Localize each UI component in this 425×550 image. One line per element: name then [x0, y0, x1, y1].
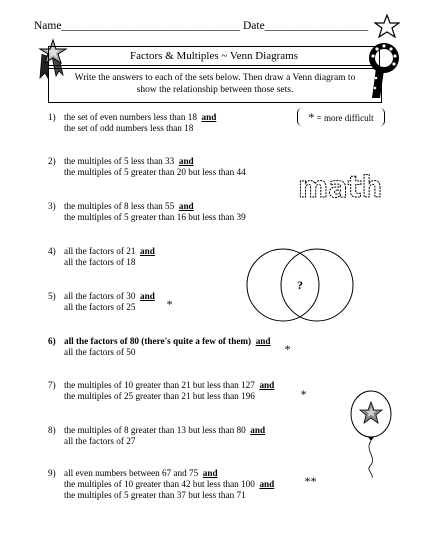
question-4 [48, 246, 228, 270]
and-connector: and [178, 156, 194, 166]
set-a-text: all the factors of 80 (there's quite a few of them) [64, 336, 252, 346]
name-blank: _______________________________ [61, 20, 240, 32]
set-b-text: the multiples of 5 greater than 20 but less than 44 [64, 167, 246, 177]
question-number: 6) [48, 336, 56, 346]
venn-diagram [240, 245, 360, 325]
name-field[interactable] [34, 20, 240, 32]
difficulty-star: * [300, 387, 306, 401]
set-a-text: all even numbers between 67 and 75 [64, 468, 199, 478]
set-c-text: the multiples of 5 greater than 37 but less than 71 [64, 490, 246, 500]
and-connector: and [202, 468, 218, 478]
question-6 [48, 336, 308, 362]
math-word-art-text: math [298, 172, 383, 202]
date-blank: __________________ [264, 20, 369, 32]
name-label: Name [34, 20, 62, 32]
and-connector: and [178, 201, 194, 211]
question-2 [48, 156, 298, 180]
question-9 [48, 468, 358, 504]
instructions-line-2: show the relationship between those sets. [136, 85, 294, 95]
set-b-text: the set of odd numbers less than 18 [64, 123, 194, 133]
set-b-text: all the factors of 50 [64, 347, 136, 357]
instructions-box [48, 68, 382, 103]
and-connector: and [140, 246, 155, 256]
set-a-text: the multiples of 10 greater than 21 but less than 127 [64, 380, 255, 390]
venn-question-mark: ? [297, 278, 303, 292]
and-connector: and [201, 112, 217, 122]
balloon-star-icon [346, 390, 396, 480]
difficulty-star: * [284, 342, 290, 356]
difficulty-legend [297, 108, 385, 126]
question-3 [48, 201, 298, 225]
and-connector: and [259, 479, 275, 489]
question-number: 4) [48, 246, 56, 256]
worksheet-title: Factors & Multiples ~ Venn Diagrams [48, 46, 380, 66]
set-b-text: all the factors of 27 [64, 436, 136, 446]
question-number: 3) [48, 201, 56, 211]
set-b-text: the multiples of 5 greater than 16 but less than 39 [64, 212, 246, 222]
set-b-text: all the factors of 18 [64, 257, 136, 267]
question-5 [48, 291, 228, 317]
question-number: 1) [48, 112, 56, 122]
star-outline-icon [374, 14, 400, 38]
difficulty-star: * [166, 297, 172, 311]
set-b-text: the multiples of 25 greater than 21 but less than 196 [64, 391, 255, 401]
legend-text: = more difficult [314, 113, 374, 123]
set-b-text: the multiples of 10 greater than 42 but less than 100 [64, 479, 255, 489]
set-a-text: all the factors of 21 [64, 246, 136, 256]
question-8 [48, 425, 308, 449]
and-connector: and [140, 291, 155, 301]
and-connector: and [259, 380, 275, 390]
set-a-text: the multiples of 8 greater than 13 but less than 80 [64, 425, 246, 435]
legend-star: * [308, 110, 315, 124]
question-1 [48, 112, 298, 136]
question-number: 9) [48, 468, 56, 478]
and-connector: and [250, 425, 266, 435]
instructions-line-1: Write the answers to each of the sets below. Then draw a Venn diagram to [74, 73, 356, 83]
question-number: 5) [48, 291, 56, 301]
date-field[interactable] [243, 20, 368, 32]
date-label: Date [243, 20, 265, 32]
question-7 [48, 380, 318, 406]
set-a-text: the multiples of 8 less than 55 [64, 201, 175, 211]
set-b-text: all the factors of 25 [64, 302, 136, 312]
set-a-text: the set of even numbers less than 18 [64, 112, 197, 122]
question-number: 2) [48, 156, 56, 166]
math-word-art-icon [296, 172, 388, 202]
question-number: 8) [48, 425, 56, 435]
question-number: 7) [48, 380, 56, 390]
difficulty-star: ** [304, 474, 316, 488]
set-a-text: all the factors of 30 [64, 291, 136, 301]
set-a-text: the multiples of 5 less than 33 [64, 156, 175, 166]
and-connector: and [255, 336, 271, 346]
